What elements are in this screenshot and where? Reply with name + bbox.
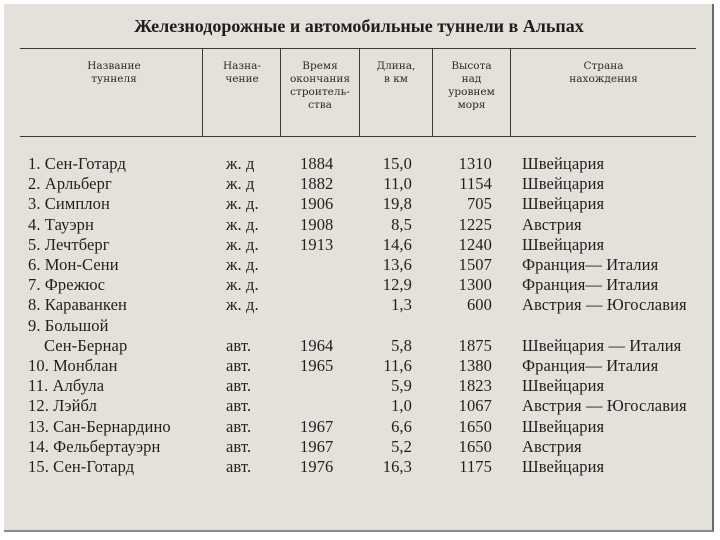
cell-name: 1. Сен-Готард	[28, 154, 126, 173]
table-row	[4, 316, 714, 336]
cell-length: 8,5	[391, 214, 412, 234]
cell-name: 13. Сан-Бернардино	[28, 416, 171, 436]
cell-altitude: 600	[466, 295, 492, 315]
table-row	[4, 295, 714, 315]
table-row	[4, 275, 714, 295]
cell-altitude: 1310	[458, 154, 492, 173]
cell-country: Швейцария	[522, 154, 605, 173]
table-title: Железнодорожные и автомобильные туннели в Альпах	[134, 16, 584, 36]
cell-name: Сен-Бернар	[44, 335, 128, 355]
cell-country: Австрия	[522, 436, 582, 456]
table-row	[4, 215, 714, 235]
table-row	[4, 154, 714, 174]
table-row	[4, 235, 714, 255]
cell-length: 5,9	[391, 376, 412, 396]
table-row	[4, 437, 714, 457]
table-row	[4, 194, 714, 214]
header-altitude: Высота над уровнем моря	[448, 60, 495, 111]
cell-altitude: 1067	[458, 396, 492, 416]
cell-length: 11,6	[383, 356, 412, 375]
column-divider	[202, 48, 203, 136]
table-row	[4, 356, 714, 376]
cell-year: 1967	[300, 416, 334, 436]
table-row	[4, 255, 714, 275]
cell-year: 1908	[300, 214, 334, 234]
header-year: Время окончания строитель- ства	[289, 60, 351, 111]
header-bottom-rule	[20, 136, 696, 137]
cell-country: Швейцария	[522, 174, 605, 194]
cell-altitude: 705	[466, 194, 492, 214]
cell-length: 5,2	[391, 436, 412, 456]
cell-purpose: авт.	[226, 356, 252, 375]
cell-year: 1884	[300, 154, 334, 173]
cell-country: Австрия — Югославия	[522, 396, 687, 416]
cell-country: Франция— Италия	[522, 356, 659, 375]
cell-altitude: 1650	[458, 416, 492, 436]
cell-name: 2. Арльберг	[28, 174, 112, 194]
cell-length: 1,3	[391, 295, 412, 315]
cell-year: 1906	[300, 194, 334, 214]
cell-year: 1965	[300, 356, 334, 375]
table-row	[4, 336, 714, 356]
cell-name: 6. Мон-Сени	[28, 255, 119, 274]
cell-purpose: авт.	[226, 436, 252, 456]
cell-country: Швейцария	[522, 376, 605, 396]
table-row	[4, 376, 714, 396]
cell-altitude: 1300	[458, 275, 492, 295]
cell-country: Швейцария	[522, 234, 605, 254]
cell-year: 1913	[300, 234, 334, 254]
cell-length: 15,0	[382, 154, 412, 173]
cell-purpose: ж. д.	[226, 255, 259, 274]
cell-year: 1964	[300, 335, 334, 355]
cell-length: 5,8	[391, 335, 412, 355]
cell-name: 10. Монблан	[28, 356, 118, 375]
cell-length: 11,0	[383, 174, 412, 194]
cell-altitude: 1823	[458, 376, 492, 396]
cell-altitude: 1875	[458, 335, 492, 355]
cell-name: 4. Тауэрн	[28, 214, 94, 234]
cell-purpose: ж. д	[226, 174, 255, 194]
cell-country: Швейцария — Италия	[522, 335, 682, 355]
cell-altitude: 1225	[458, 214, 492, 234]
cell-name: 11. Албула	[28, 376, 105, 396]
cell-name: 3. Симплон	[28, 194, 110, 214]
header-purpose: Назна- чение	[223, 60, 261, 85]
cell-purpose: авт.	[226, 335, 252, 355]
cell-name: 14. Фельбертауэрн	[28, 436, 161, 456]
cell-length: 16,3	[382, 457, 412, 476]
cell-purpose: авт.	[226, 396, 252, 416]
cell-length: 19,8	[382, 194, 412, 214]
table-row	[4, 174, 714, 194]
cell-purpose: авт.	[226, 416, 252, 436]
cell-country: Франция— Италия	[522, 255, 659, 274]
cell-name: 15. Сен-Готард	[28, 457, 135, 476]
cell-country: Австрия	[522, 214, 582, 234]
cell-purpose: авт.	[226, 457, 252, 476]
cell-length: 1,0	[391, 396, 412, 416]
cell-year: 1967	[300, 436, 334, 456]
cell-altitude: 1507	[458, 255, 492, 274]
cell-name: 5. Лечтберг	[28, 234, 110, 254]
cell-country: Франция— Италия	[522, 275, 659, 295]
cell-purpose: авт.	[226, 376, 252, 396]
cell-altitude: 1154	[459, 174, 492, 194]
table-row	[4, 417, 714, 437]
cell-name: 9. Большой	[28, 315, 109, 335]
cell-purpose: ж. д.	[226, 234, 259, 254]
cell-purpose: ж. д.	[226, 295, 259, 315]
cell-altitude: 1175	[459, 457, 492, 476]
cell-country: Австрия — Югославия	[522, 295, 687, 315]
cell-length: 14,6	[382, 234, 412, 254]
header-length: Длина, в км	[376, 60, 416, 85]
header-name: Название туннеля	[87, 60, 141, 85]
cell-name: 8. Караванкен	[28, 295, 127, 315]
cell-country: Швейцария	[522, 416, 605, 436]
cell-length: 6,6	[391, 416, 412, 436]
cell-purpose: ж. д.	[226, 194, 259, 214]
cell-name: 7. Фрежюс	[28, 275, 106, 295]
cell-year: 1976	[300, 457, 334, 476]
table-row	[4, 457, 714, 477]
cell-altitude: 1380	[458, 356, 492, 375]
cell-year: 1882	[300, 174, 334, 194]
table-row	[4, 396, 714, 416]
header-country: Страна нахождения	[569, 60, 638, 85]
cell-name: 12. Лэйбл	[28, 396, 97, 416]
scanned-page	[4, 4, 714, 532]
cell-purpose: ж. д	[226, 154, 255, 173]
header-top-rule	[20, 48, 696, 49]
cell-country: Швейцария	[522, 194, 605, 214]
cell-length: 13,6	[382, 255, 412, 274]
cell-altitude: 1240	[458, 234, 492, 254]
cell-purpose: ж. д.	[226, 214, 259, 234]
cell-purpose: ж. д.	[226, 275, 259, 295]
cell-country: Швейцария	[522, 457, 605, 476]
cell-altitude: 1650	[458, 436, 492, 456]
cell-length: 12,9	[382, 275, 412, 295]
